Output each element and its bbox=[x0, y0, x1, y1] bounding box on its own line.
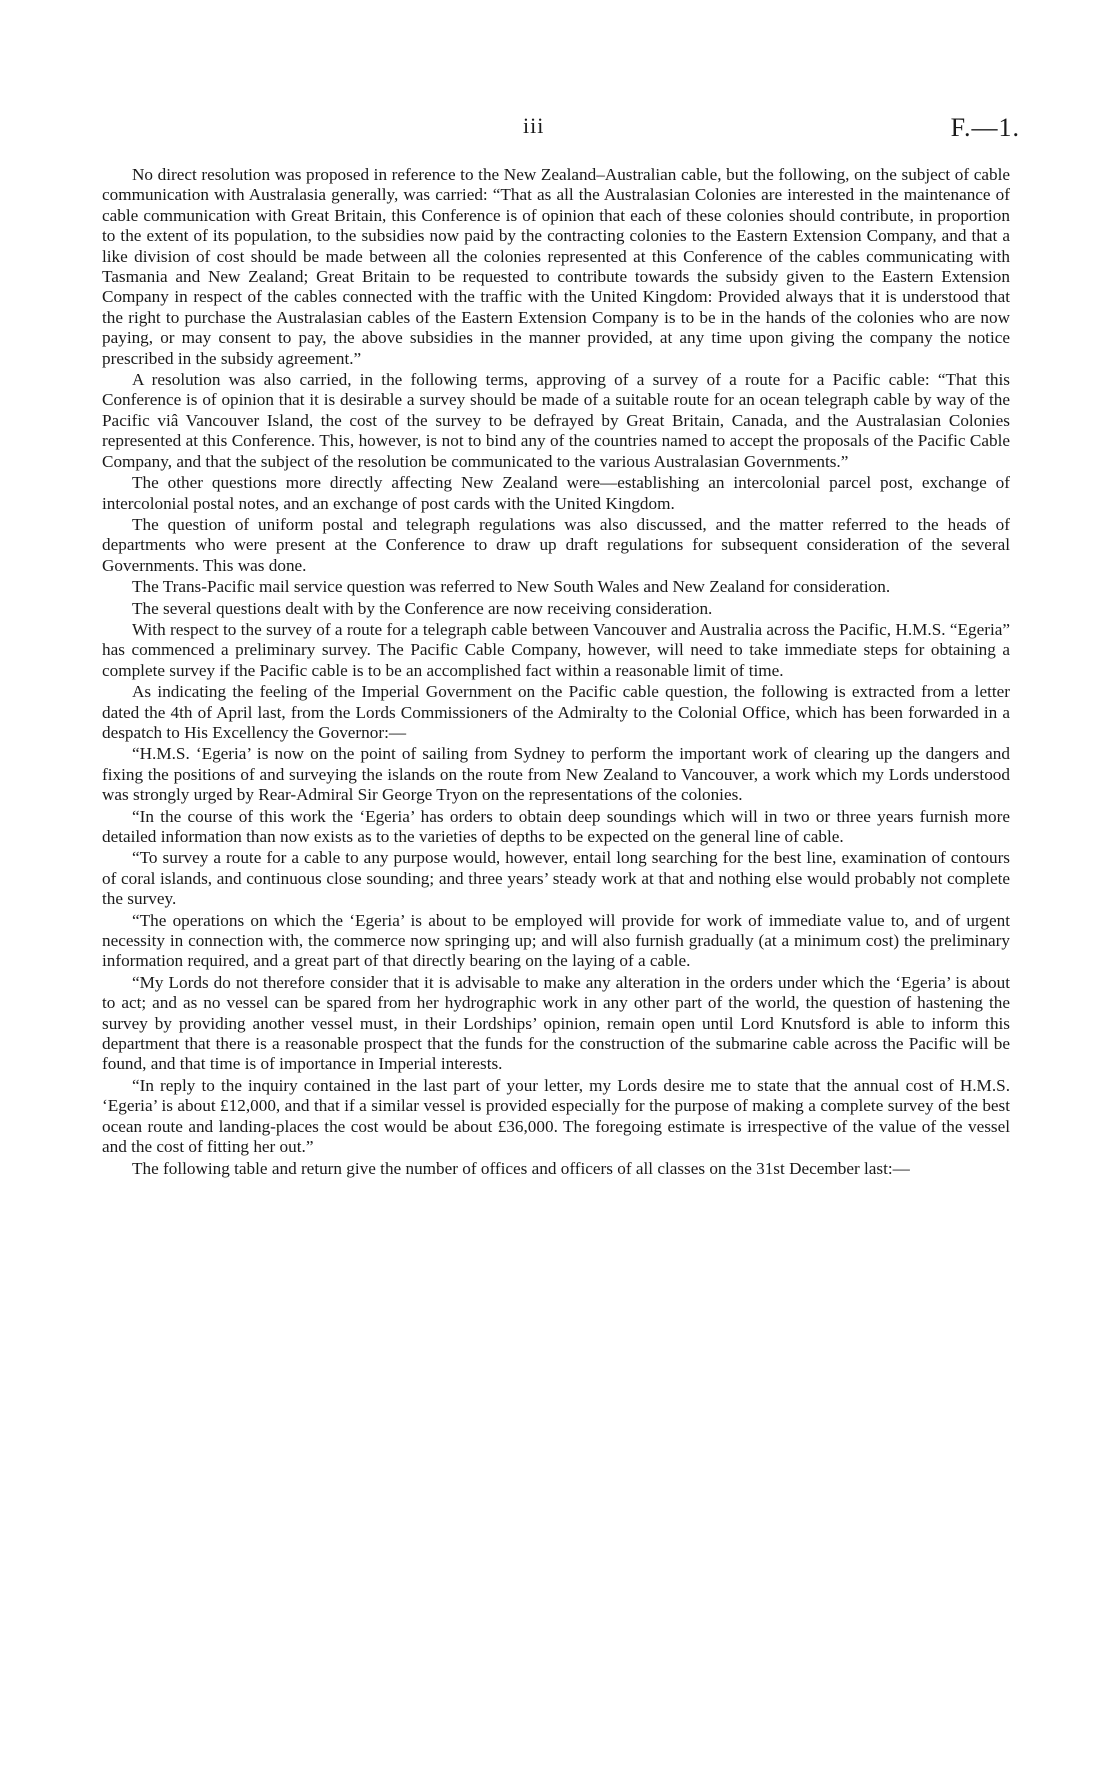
quoted-paragraph: “To survey a route for a cable to any purpose would, however, entail long searching for the best line, examination of contours of coral islands, and continuous close sounding; and three years’ steady work at that and nothing else would probably not complete the survey. bbox=[102, 848, 1010, 909]
body-text bbox=[102, 165, 1010, 1179]
page-number: iii bbox=[523, 113, 545, 138]
quoted-paragraph: “The operations on which the ‘Egeria’ is about to be employed will provide for work of immediate value to, and of urgent necessity in connection with, the commerce now springing up; and will also furnish gradually (at a minimum cost) the preliminary information required, and a great part of that directly bearing on the laying of a cable. bbox=[102, 910, 1010, 971]
quoted-paragraph: “In reply to the inquiry contained in the last part of your letter, my Lords desire me to state that the annual cost of H.M.S. ‘Egeria’ is about £12,000, and that if a similar vessel is provided especially for the purpose of making a complete survey of the best ocean route and landing-places the cost would be about £36,000. The foregoing estimate is irrespective of the value of the vessel and the cost of fitting her out.” bbox=[102, 1075, 1010, 1157]
page-header bbox=[0, 113, 1114, 153]
quoted-paragraph: “H.M.S. ‘Egeria’ is now on the point of sailing from Sydney to perform the important work of clearing up the dangers and fixing the positions of and surveying the islands on the route from New Zealand to Vancouver, a work which my Lords understood was strongly urged by Rear-Admiral Sir George Tryon on the representations of the colonies. bbox=[102, 744, 1010, 805]
quoted-paragraph: “In the course of this work the ‘Egeria’ has orders to obtain deep soundings which will in two or three years furnish more detailed information than now exists as to the varieties of depths to be expected on the general line of cable. bbox=[102, 806, 1010, 846]
paragraph: The other questions more directly affecting New Zealand were—establishing an intercolonial parcel post, exchange of intercolonial postal notes, and an exchange of post cards with the United Kingdom. bbox=[102, 473, 1010, 513]
paragraph: No direct resolution was proposed in reference to the New Zealand–Australian cable, but the following, on the subject of cable communication with Australasia generally, was carried: “That as all the Australasian Colonies are interested in the maintenance of cable communication with Great Britain, this Conference is of opinion that each of these colonies should contribute, in proportion to the extent of its population, to the subsidies now paid by the contracting colonies to the Eastern Extension Company, and that a like division of cost should be made between all the colonies represented at this Conference of the cables communicating with Tasmania and New Zealand; Great Britain to be requested to contribute towards the subsidy given to the Eastern Extension Company in respect of the cables connected with the traffic with the United Kingdom: Provided always that it is understood that the right to purchase the Australasian cables of the Eastern Extension Company is to be in the hands of the colonies who are now paying, or may consent to pay, the above subsidies in the manner provided, at any time upon giving the company the notice prescribed in the subsidy agreement.” bbox=[102, 165, 1010, 368]
paragraph: The question of uniform postal and telegraph regulations was also discussed, and the matter referred to the heads of departments who were present at the Conference to draw up draft regulations for subsequent consideration of the several Governments. This was done. bbox=[102, 514, 1010, 575]
document-reference: F.—1. bbox=[950, 113, 1020, 142]
paragraph: The several questions dealt with by the Conference are now receiving consideration. bbox=[132, 598, 713, 618]
paragraph: The following table and return give the number of offices and officers of all classes on the 31st December last:— bbox=[132, 1158, 910, 1178]
paragraph: The Trans-Pacific mail service question was referred to New South Wales and New Zealand for consideration. bbox=[132, 577, 891, 597]
paragraph: With respect to the survey of a route for a telegraph cable between Vancouver and Australia across the Pacific, H.M.S. “Egeria” has commenced a preliminary survey. The Pacific Cable Company, however, will need to take immediate steps for obtaining a complete survey if the Pacific cable is to be an accomplished fact within a reasonable limit of time. bbox=[102, 619, 1010, 680]
quoted-paragraph: “My Lords do not therefore consider that it is advisable to make any alteration in the orders under which the ‘Egeria’ is about to act; and as no vessel can be spared from her hydrographic work in any other part of the world, the question of hastening the survey by providing another vessel must, in their Lordships’ opinion, remain open until Lord Knutsford is able to inform this department that there is a reasonable prospect that the funds for the construction of the submarine cable across the Pacific will be found, and that time is of importance in Imperial interests. bbox=[102, 972, 1010, 1074]
paragraph: A resolution was also carried, in the following terms, approving of a survey of a route for a Pacific cable: “That this Conference is of opinion that it is desirable a survey should be made of a suitable route for an ocean telegraph cable by way of the Pacific viâ Vancouver Island, the cost of the survey to be defrayed by Great Britain, Canada, and the Australasian Colonies represented at this Conference. This, however, is not to bind any of the countries named to accept the proposals of the Pacific Cable Company, and that the subject of the resolution be communicated to the various Australasian Governments.” bbox=[102, 370, 1010, 471]
paragraph: As indicating the feeling of the Imperial Government on the Pacific cable question, the following is extracted from a letter dated the 4th of April last, from the Lords Commissioners of the Admiralty to the Colonial Office, which has been forwarded in a despatch to His Excellency the Governor:— bbox=[102, 682, 1010, 742]
